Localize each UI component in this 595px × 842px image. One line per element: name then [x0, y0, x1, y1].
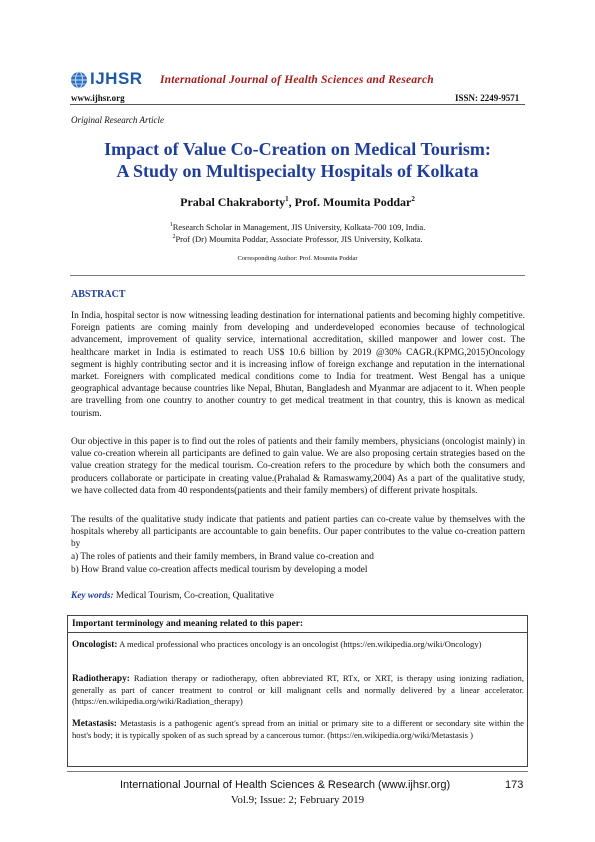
abstract-list-item-b: b) How Brand value co-creation affects medical tourism by developing a model	[71, 565, 368, 575]
author-separator: ,	[288, 195, 295, 209]
terminology-divider	[68, 632, 527, 633]
footer-volume: Vol.9; Issue: 2; February 2019	[230, 794, 365, 806]
corresponding-author: Corresponding Author: Prof. Moumita Poddar	[237, 255, 358, 262]
author-name: Prabal Chakraborty	[180, 195, 286, 209]
abstract-paragraph-1: In India, hospital sector is now witnessing leading destination for international patients and becoming highly competitive. Foreign patients are coming mainly from developing and underdeveloped economies because of technological advancement, improvement of quality service, international accreditation, skilled manpower and lower cost. The healthcare market in India is estimated to reach US$ 10.6 billion by 2019 @30% CAGR.(KPMG,2015)Oncology segment is highly contributing sector and it is increasing inflow of foreign exchange and reputation in the international market. Foreigners with complicated medical conditions come to India for treatment. West Bengal has a unique geographical advantage because countries like Nepal, Bhutan, Bangladesh and Myanmar are adjacent to it. When people are travelling from one country to another country to get medical treatment in that country, this is known as medical tourism.	[71, 311, 525, 419]
affiliation-text: Prof (Dr) Moumita Poddar, Associate Professor, JIS University, Kolkata.	[175, 234, 423, 244]
terminology-heading: Important terminology and meaning related to this paper:	[72, 619, 303, 629]
footer-divider	[67, 771, 528, 772]
title-line-2: A Study on Multispecialty Hospitals of Kolkata	[116, 161, 479, 181]
author-sup: 2	[411, 195, 415, 203]
affiliation-2	[60, 234, 535, 244]
journal-website[interactable]: www.ijhsr.org	[71, 93, 125, 103]
page-number: 173	[505, 779, 524, 791]
affiliation-sup: 1	[169, 222, 173, 229]
section-divider	[70, 275, 525, 276]
term-label: Oncologist:	[72, 640, 118, 650]
term-radiotherapy	[72, 673, 524, 707]
issn: ISSN: 2249-9571	[455, 93, 520, 103]
affiliation-sup: 2	[172, 234, 176, 241]
keywords-text: Medical Tourism, Co-creation, Qualitative	[113, 591, 274, 601]
author-list	[60, 195, 535, 210]
article-type: Original Research Article	[71, 115, 164, 125]
header-divider	[70, 104, 525, 105]
globe-icon	[70, 71, 88, 89]
term-label: Radiotherapy:	[72, 674, 130, 684]
footer-journal: International Journal of Health Sciences & Research (www.ijhsr.org)	[120, 779, 451, 791]
abstract-list-item-a: a) The roles of patients and their family members, in Brand value co-creation and	[71, 552, 374, 562]
affiliation-text: Research Scholar in Management, JIS University, Kolkata-700 109, India.	[172, 222, 426, 232]
title-line-1: Impact of Value Co-Creation on Medical Tourism:	[104, 139, 491, 159]
term-metastasis	[72, 718, 524, 741]
term-oncologist	[72, 639, 524, 651]
journal-name: International Journal of Health Sciences and Research	[160, 74, 434, 86]
terminology-box	[67, 615, 528, 767]
term-definition: Metastasis is a pathogenic agent's spread from an initial or primary site to a different or secondary site within the host's body; it is typically spoken of as such spread by a cancerous tumor. (https://en.wikipedia.org/wiki/Metastasis )	[72, 718, 524, 740]
keywords-label: Key words:	[71, 591, 114, 601]
keywords	[71, 591, 274, 601]
article-title	[60, 138, 535, 182]
abstract-heading: ABSTRACT	[71, 289, 126, 300]
abstract-paragraph-3: The results of the qualitative study indicate that patients and patient parties can co-create value by themselves with the hospitals whereby all participants are accountable to gain benefits. Our paper contributes to the value co-creation pattern by	[71, 515, 525, 550]
affiliation-1	[60, 222, 535, 232]
term-definition: Radiation therapy or radiotherapy, often abbreviated RT, RTx, or XRT, is therapy using ionizing radiation, generally as part of cancer treatment to control or kill malignant cells and normally delivered by a linear accelerator. (https://en.wikipedia.org/wiki/Radiation_therapy)	[72, 673, 524, 706]
logo-text: IJHSR	[90, 69, 143, 88]
author-name: Prof. Moumita Poddar	[294, 195, 412, 209]
term-label: Metastasis:	[72, 719, 117, 729]
author-sup: 1	[285, 195, 289, 203]
abstract-paragraph-2: Our objective in this paper is to find out the roles of patients and their family members, physicians (oncologist mainly) in value co-creation wherein all participants are defined to gain value. We are also proposing certain strategies based on the value creation strategy for the medical tourism. Co-creation refers to the procedure by which both the consumers and producers collaborate or participate in creating value.(Prahalad & Ramaswamy,2004) As a part of the qualitative study, we have collected data from 40 respondents(patients and their family members) of different private hospitals.	[71, 437, 525, 496]
term-definition: A medical professional who practices oncology is an oncologist (https://en.wikipedia.org/wiki/Oncology)	[117, 639, 482, 649]
